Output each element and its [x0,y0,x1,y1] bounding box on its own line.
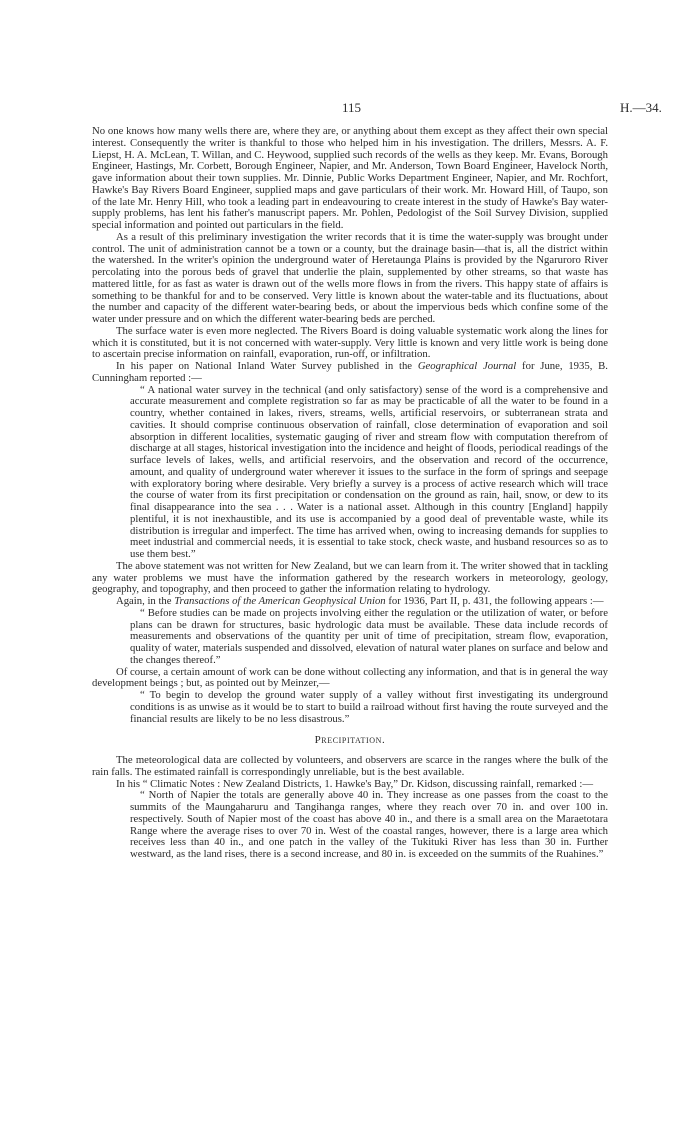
journal-title: Geographical Journal [417,360,517,372]
quote-cunningham: “ A national water survey in the technical (and only satisfactory) sense of the word is a comprehensive and accurate measurement and complete registration so far as may be practicable of all the water to be found in a country, whether contained in lakes, rivers, streams, wells, artificial reservoirs, or subterranean strata and cavities. It should comprise continuous observation of rainfall, close determination of evaporation and soil absorption in different localities, systematic gauging of river and stream flow with computation therefrom of discharge at all stages, historical investigation into the incidence and height of floods, periodical readings of the surface levels of lakes, wells, and artificial reservoirs, and the observation and record of the occurrence, amount, and quality of underground water wherever it issues to the surface in the form of springs and seepage with exploratory boring where desirable. Very briefly a survey is a process of active research which will trace the course of water from its first precipitation or condensation on the ground as rain, hail, snow, or dew to its final disappearance into the sea . . . Water is a national asset. Although in this country [England] happily plentiful, it is not inexhaustible, and its use is accompanied by a good deal of preventable waste, while its distribution is irregular and imperfect. The time has arrived when, owing to increasing demands for supplies to meet industrial and commercial needs, it is essential to take stock, check waste, and husband resources so as to use them best.” [130,383,608,560]
text-fragment: for 1936, Part II, p. 431, the following appears :— [385,595,604,607]
paragraph-meinzer-intro: Of course, a certain amount of work can be done without collecting any information, and that is in general the way development beings ; but, as pointed out by Meinzer,— [92,665,608,690]
quote-transactions: “ Before studies can be made on projects involving either the regulation or the utilization of water, or before plans can be drawn for structures, basic hydrologic data must be available. These data include records of measurements and observations of the quantity per unit of time of precipitation, stream flow, evaporation, quality of water, materials suspended and dissolved, elevation of natural water planes on surface and below and the changes thereof.” [130,606,608,666]
text-fragment: Again, in the [116,595,175,607]
quote-meinzer: “ To begin to develop the ground water supply of a valley without first investigating its underground conditions is as unwise as it would be to start to build a railroad without first having the route surveyed and the financial results are likely to be no less disastrous.” [130,689,608,725]
paragraph-preliminary-investigation: As a result of this preliminary investigation the writer records that it is time the water-supply was brought under control. The unit of administration cannot be a town or a county, but the drainage basin—that is, all the district within the watershed. In the writer's opinion the underground water of Heretaunga Plains is provided by the Ngaruroro River percolating into the porous beds of gravel that underlie the plain, supplemented by other streams, so that waste has mattered little, for as fast as water is drawn out of the wells more flows in from the rivers. This happy state of affairs is something to be thankful for and to be conserved. Very little is known about the water-table and its fluctuations, about the number and capacity of the different water-bearing beds, or about the impervious beds which confine some of the water under pressure and on which the different water-bearing beds are perched. [92,230,608,325]
page-number: 115 [342,100,362,115]
paragraph-surface-water: The surface water is even more neglected. The Rivers Board is doing valuable systematic work along the lines for which it is constituted, but it is not concerned with water-supply. Very little is known and very little work is being done to ascertain precise information on rainfall, evaporation, run-off, or infiltration. [92,324,608,361]
document-reference: H.—34. [620,100,662,115]
paragraph-transactions-intro [92,596,608,608]
journal-title: Transactions of the American Geophysical Union [174,595,386,607]
paragraph-kidson-intro: In his “ Climatic Notes : New Zealand Districts, 1. Hawke's Bay,” Dr. Kidson, discussing rainfall, remarked :— [116,777,594,790]
paragraph-meteorological-data: The meteorological data are collected by volunteers, and observers are scarce in the ranges where the bulk of the rain falls. The estimated rainfall is correspondingly unreliable, but is the best available. [92,754,608,778]
paragraph-acknowledgements: No one knows how many wells there are, where they are, or anything about them except as they affect their own special interest. Consequently the writer is thankful to those who helped him in his investigation. The drillers, Messrs. A. F. Liepst, H. A. McLean, T. Willan, and C. Heywood, supplied such records of the wells as they keep. Mr. Evans, Borough Engineer, Hastings, Mr. Corbett, Borough Engineer, Napier, and Mr. Anderson, Town Board Engineer, Havelock North, gave information about their town supplies. Mr. Dinnie, Public Works Department Engineer, Napier, and Mr. Rochfort, Hawke's Bay Rivers Board Engineer, supplied maps and gave particulars of their work. Mr. Howard Hill, of Taupo, son of the late Mr. Henry Hill, who took a leading part in endeavouring to create interest in the study of Hawke's Bay water-supply problems, has lent his father's manuscript papers. Mr. Pohlen, Pedologist of the Soil Survey Division, supplied special information and pointed out particulars in the field. [92,125,608,231]
text-fragment: for June, 1935, B. Cunningham reported :— [92,360,608,384]
text-fragment: In his paper on National Inland Water Survey published in the [116,360,418,372]
paragraph-cunningham-intro [92,361,608,385]
quote-kidson: “ North of Napier the totals are generally above 40 in. They increase as one passes from the coast to the summits of the Maungaharuru and Tangihanga ranges, where they reach over 70 in. and over 100 in. respectively. South of Napier most of the coast has above 40 in., and there is a small area on the Maraetotara Range where the average rises to over 70 in. West of the coastal ranges, however, there is a large area which receives less than 40 in., and one patch in the valley of the Tukituki River has less than 30 in. Further westward, as the land rises, there is a second increase, and 80 in. is exceeded on the summits of the Ruahines.” [130,789,608,860]
document-body [92,126,608,861]
paragraph-above-statement: The above statement was not written for New Zealand, but we can learn from it. The writer showed that in tackling any water problems we must have the information gathered by the research workers in meteorology, geology, geography, and topography, and then proceed to gather the information relating to hydrology. [92,559,608,596]
page-header [0,100,700,116]
section-heading-precipitation: Precipitation. [314,734,386,747]
